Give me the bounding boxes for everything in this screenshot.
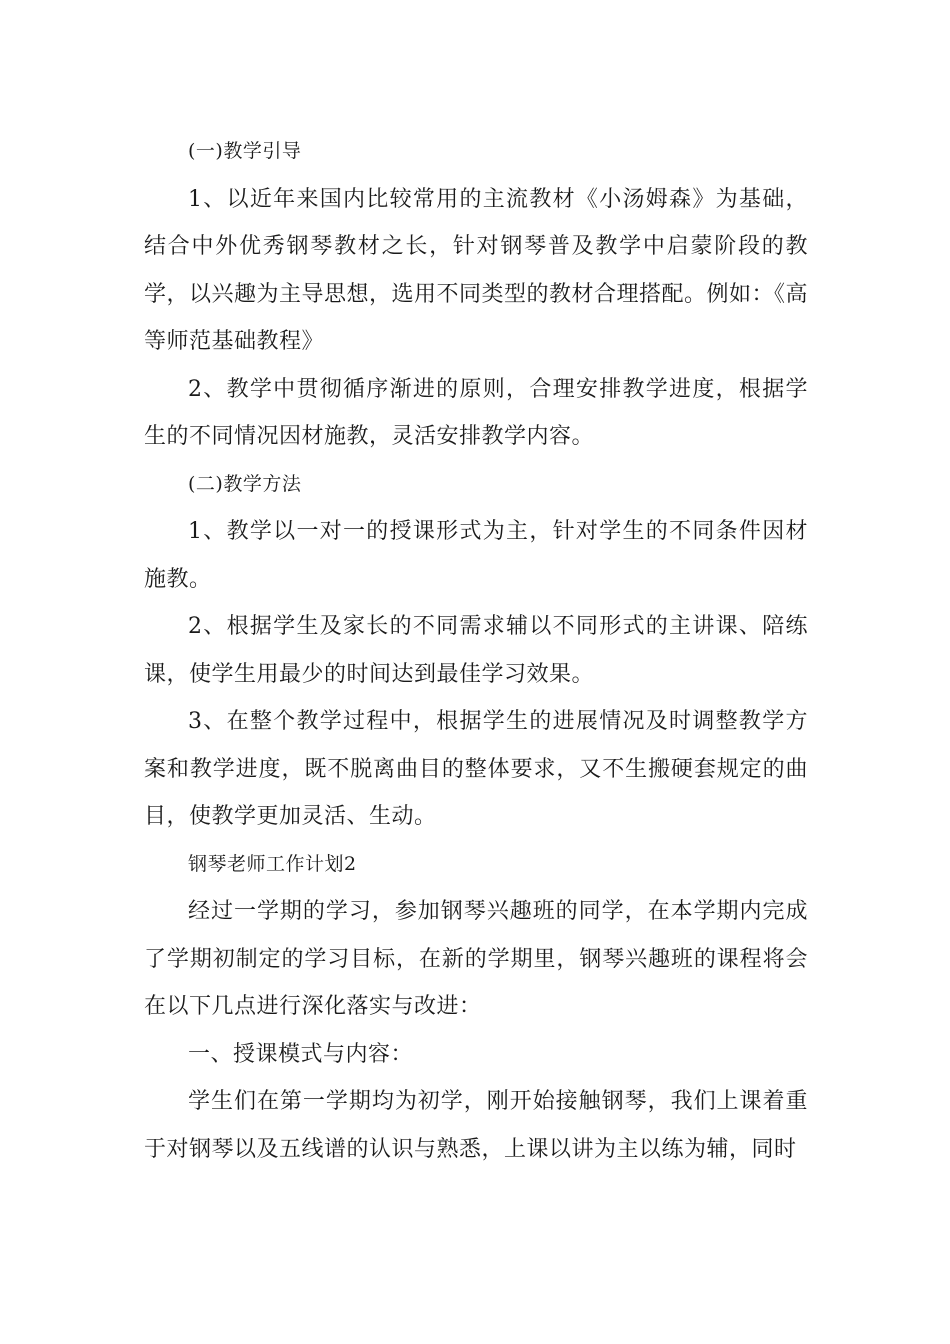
paragraph-teaching-mode-body: 学生们在第一学期均为初学，刚开始接触钢琴，我们上课着重于对钢琴以及五线谱的认识与熟悉，上课以讲为主以练为辅，同时 [144, 1089, 808, 1162]
paragraph-method-1: 1、教学以一对一的授课形式为主，针对学生的不同条件因材施教。 [144, 519, 808, 592]
paragraph-guidance-2: 2、教学中贯彻循序渐进的原则，合理安排教学进度，根据学生的不同情况因材施教，灵活安排教学内容。 [144, 376, 808, 449]
paragraph-method-2: 2、根据学生及家长的不同需求辅以不同形式的主讲课、陪练课，使学生用最少的时间达到最佳学习效果。 [144, 614, 808, 687]
paragraph-guidance-1: 1、以近年来国内比较常用的主流教材《小汤姆森》为基础，结合中外优秀钢琴教材之长，针对钢琴普及教学中启蒙阶段的教学，以兴趣为主导思想，选用不同类型的教材合理搭配。例如：《高等师范基础教程》 [144, 186, 809, 354]
section-heading-teaching-methods: (二)教学方法 [188, 472, 302, 495]
section-heading-teaching-mode: 一、授课模式与内容： [188, 1041, 414, 1067]
section-heading-teaching-guidance: (一)教学引导 [188, 140, 302, 162]
paragraph-method-3: 3、在整个教学过程中，根据学生的进展情况及时调整教学方案和教学进度，既不脱离曲目的整体要求，又不生搬硬套规定的曲目，使教学更加灵活、生动。 [144, 709, 808, 829]
paragraph-plan2-intro: 经过一学期的学习，参加钢琴兴趣班的同学，在本学期内完成了学期初制定的学习目标，在新的学期里，钢琴兴趣班的课程将会在以下几点进行深化落实与改进： [144, 899, 808, 1019]
document-body [144, 128, 808, 1173]
plan-title-2: 钢琴老师工作计划2 [188, 852, 357, 875]
